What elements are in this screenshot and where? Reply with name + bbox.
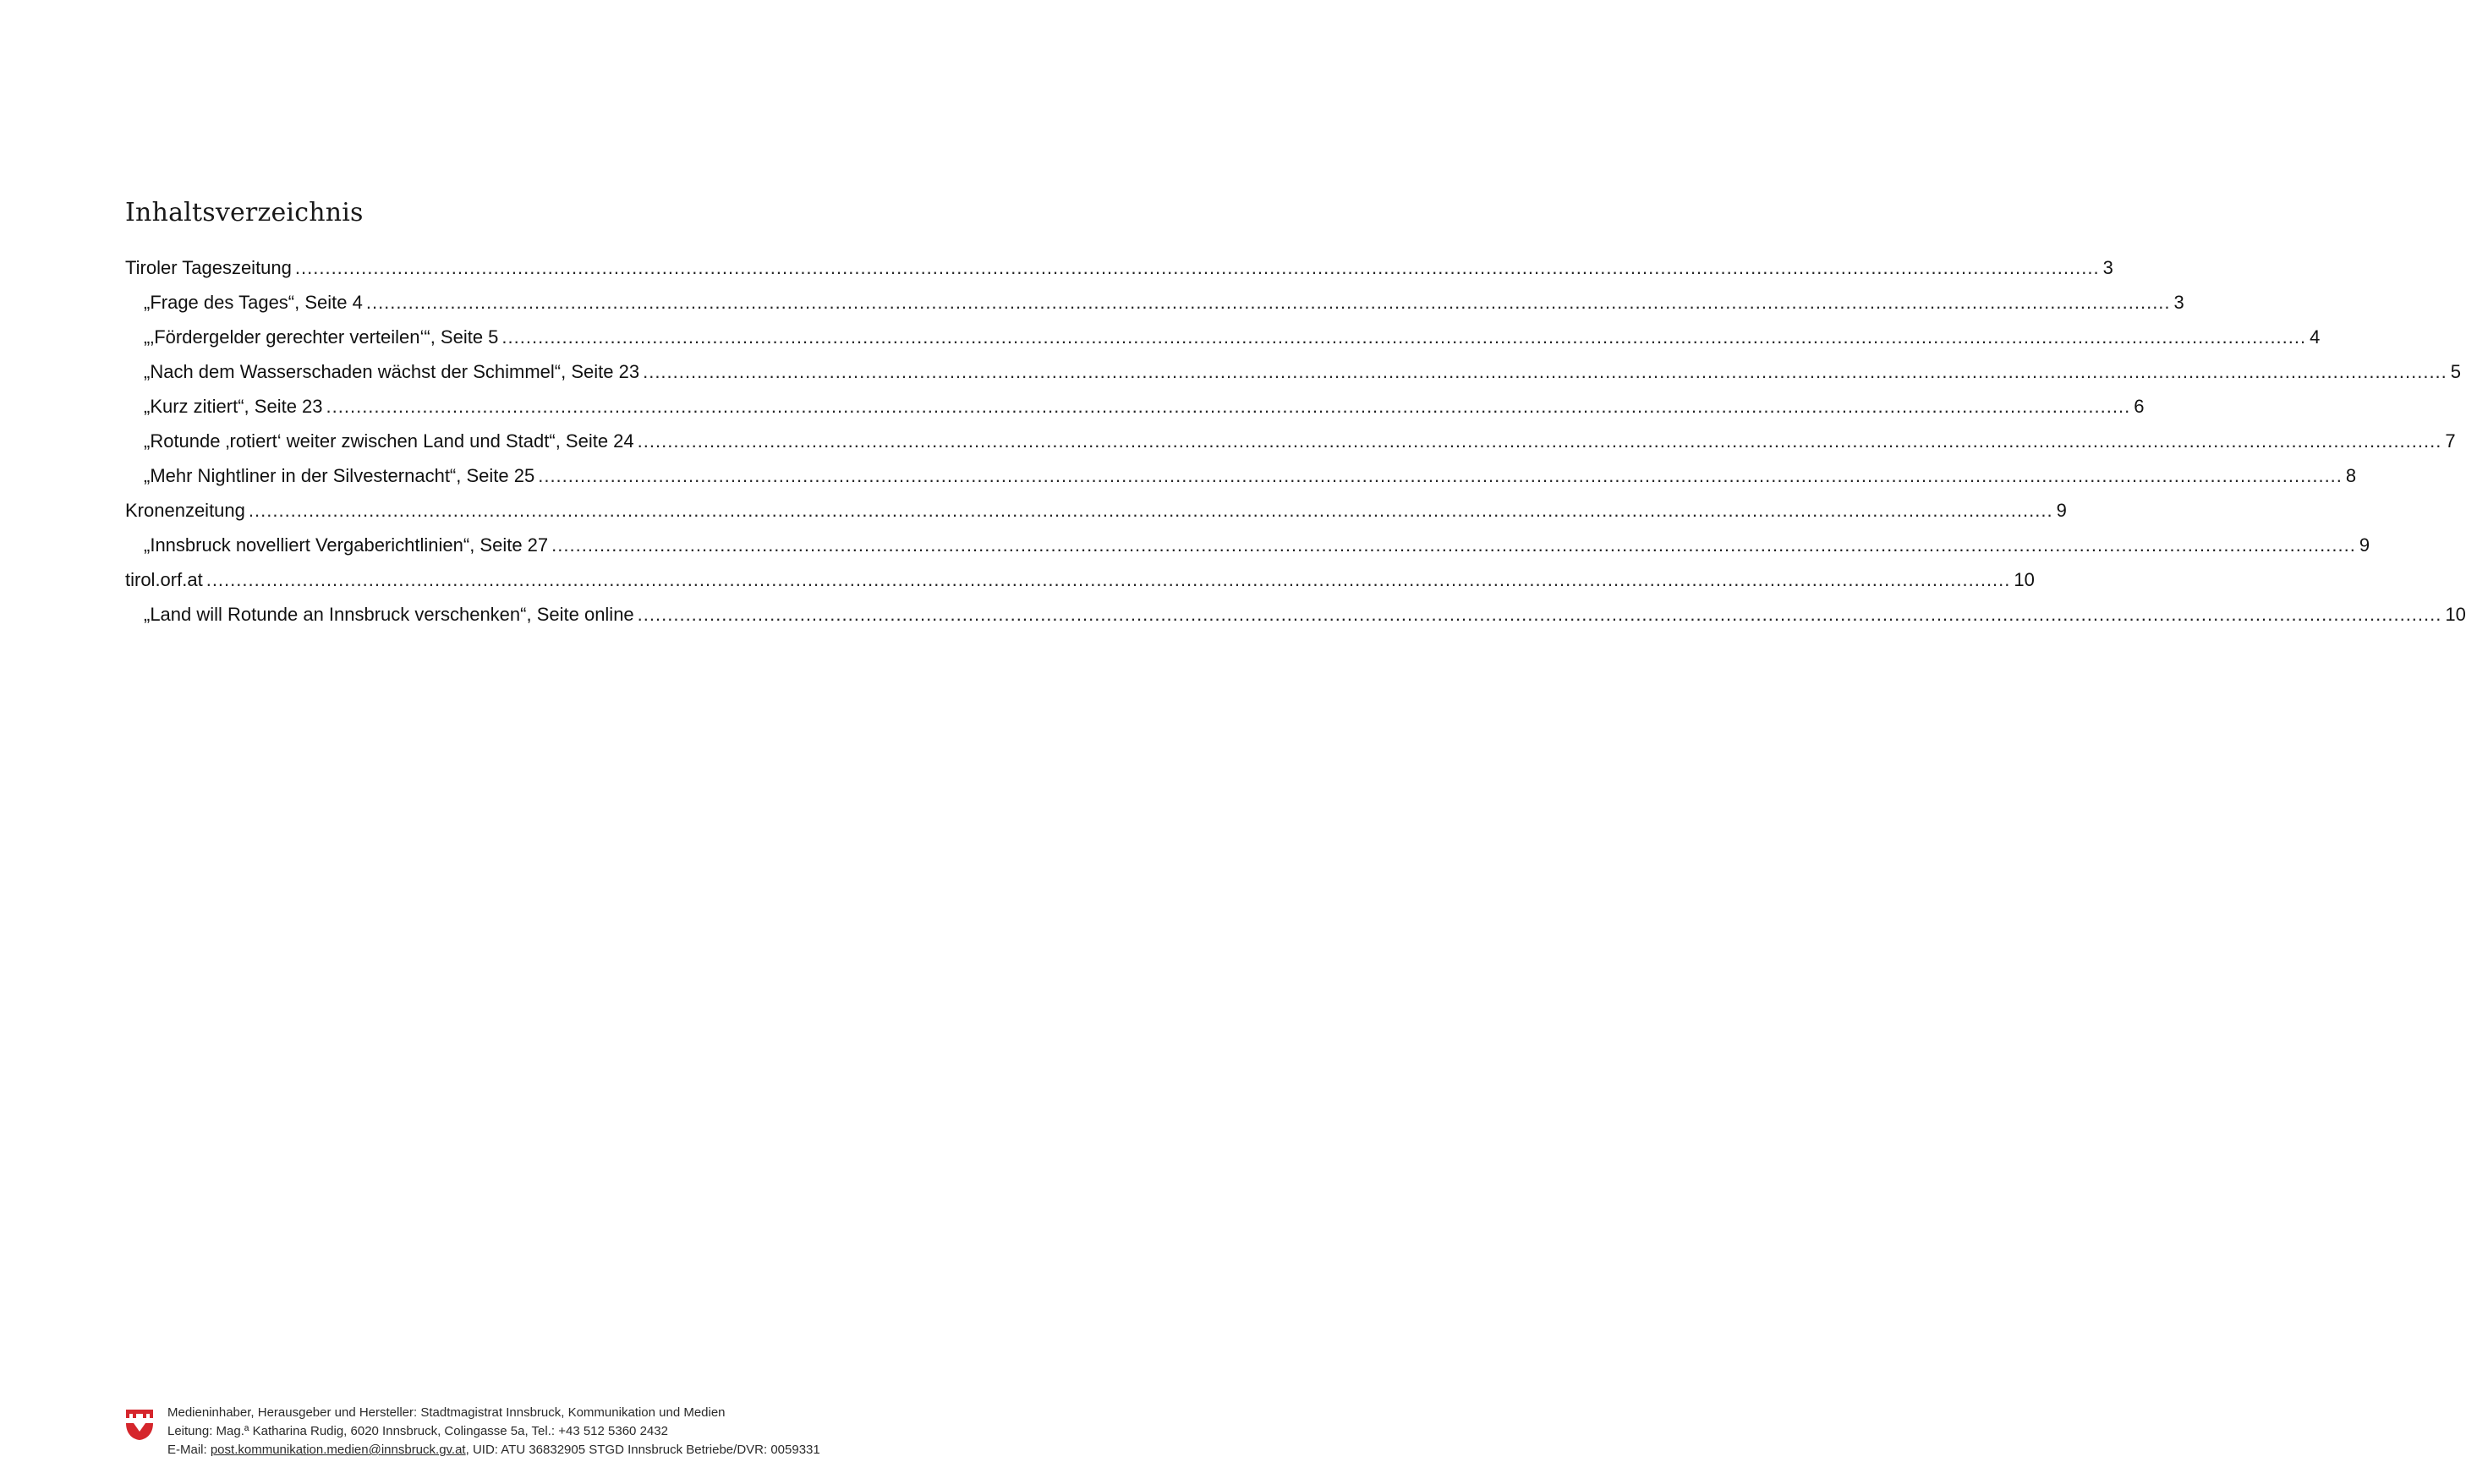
toc-entry-page-number: 9 (2056, 500, 2067, 521)
toc-section-entry[interactable] (125, 500, 2067, 534)
toc-entry-title: „Innsbruck novelliert Vergaberichtlinien“, Seite 27 (144, 534, 549, 556)
toc-entry-page-number: 10 (2014, 569, 2035, 590)
toc-entry-page-number: 8 (2345, 465, 2357, 486)
toc-dot-leader: ............................................................................................................................................................................................................................................................................................................ (637, 604, 2442, 625)
toc-section-entry[interactable] (125, 569, 2035, 604)
footer-imprint (167, 1404, 920, 1459)
toc-entry-title: „‚Fördergelder gerechter verteilen‘“, Seite 5 (144, 326, 499, 348)
footer-email-prefix: E-Mail: (167, 1443, 211, 1457)
toc-entry-title: „Nach dem Wasserschaden wächst der Schimmel“, Seite 23 (144, 361, 640, 382)
toc-article-entry[interactable] (125, 534, 2370, 569)
toc-article-entry[interactable] (125, 361, 2462, 396)
footer-publisher-line: Medieninhaber, Herausgeber und Hersteller: Stadtmagistrat Innsbruck, Kommunikation und Medien (167, 1405, 726, 1420)
toc-entry-title: „Kurz zitiert“, Seite 23 (144, 396, 323, 417)
innsbruck-city-logo-icon (125, 1408, 154, 1442)
toc-entry-page-number: 6 (2134, 396, 2145, 417)
toc-article-entry[interactable] (125, 604, 2466, 638)
toc-dot-leader: ............................................................................................................................................................................................................................................................................................................ (294, 257, 2100, 278)
toc-entry-page-number: 3 (2102, 257, 2113, 278)
toc-entry-title: Tiroler Tageszeitung (125, 257, 292, 278)
footer-contact-line: Leitung: Mag.ª Katharina Rudig, 6020 Innsbruck, Colingasse 5a, Tel.: +43 512 5360 2432 (167, 1424, 668, 1438)
toc-entry-title: „Rotunde ‚rotiert‘ weiter zwischen Land und Stadt“, Seite 24 (144, 430, 634, 452)
footer-email-link[interactable]: post.kommunikation.medien@innsbruck.gv.at (210, 1443, 466, 1457)
toc-dot-leader: ............................................................................................................................................................................................................................................................................................................ (538, 465, 2343, 486)
toc-dot-leader: ............................................................................................................................................................................................................................................................................................................ (501, 326, 2307, 348)
toc-dot-leader: ............................................................................................................................................................................................................................................................................................................ (365, 292, 2171, 313)
toc-dot-leader: ............................................................................................................................................................................................................................................................................................................ (551, 534, 2356, 556)
footer-uid-text: , UID: ATU 36832905 STGD Innsbruck Betriebe/DVR: 0059331 (465, 1443, 820, 1457)
toc-entry-page-number: 9 (2359, 534, 2370, 556)
toc-heading: Inhaltsverzeichnis (125, 198, 364, 227)
toc-section-entry[interactable] (125, 257, 2113, 292)
toc-article-entry[interactable] (125, 326, 2321, 361)
toc-entry-title: „Frage des Tages“, Seite 4 (144, 292, 363, 313)
toc-article-entry[interactable] (125, 430, 2456, 465)
toc-article-entry[interactable] (125, 465, 2357, 500)
toc-entry-title: Kronenzeitung (125, 500, 245, 521)
toc-entry-page-number: 4 (2310, 326, 2321, 348)
toc-entry-page-number: 7 (2445, 430, 2456, 452)
toc-entry-title: tirol.orf.at (125, 569, 203, 590)
toc-dot-leader: ............................................................................................................................................................................................................................................................................................................ (206, 569, 2011, 590)
page-footer (125, 1404, 920, 1463)
toc-entry-title: „Mehr Nightliner in der Silvesternacht“, Seite 25 (144, 465, 535, 486)
toc-article-entry[interactable] (125, 292, 2184, 326)
toc-entry-page-number: 3 (2173, 292, 2184, 313)
toc-entry-title: „Land will Rotunde an Innsbruck verschenken“, Seite online (144, 604, 634, 625)
table-of-contents (125, 257, 2466, 638)
toc-dot-leader: ............................................................................................................................................................................................................................................................................................................ (643, 361, 2447, 382)
toc-entry-page-number: 5 (2450, 361, 2462, 382)
toc-entry-page-number: 10 (2445, 604, 2466, 625)
toc-article-entry[interactable] (125, 396, 2145, 430)
toc-dot-leader: ............................................................................................................................................................................................................................................................................................................ (326, 396, 2131, 417)
toc-dot-leader: ............................................................................................................................................................................................................................................................................................................ (248, 500, 2053, 521)
toc-dot-leader: ............................................................................................................................................................................................................................................................................................................ (637, 430, 2442, 452)
footer-email-line (167, 1441, 920, 1459)
